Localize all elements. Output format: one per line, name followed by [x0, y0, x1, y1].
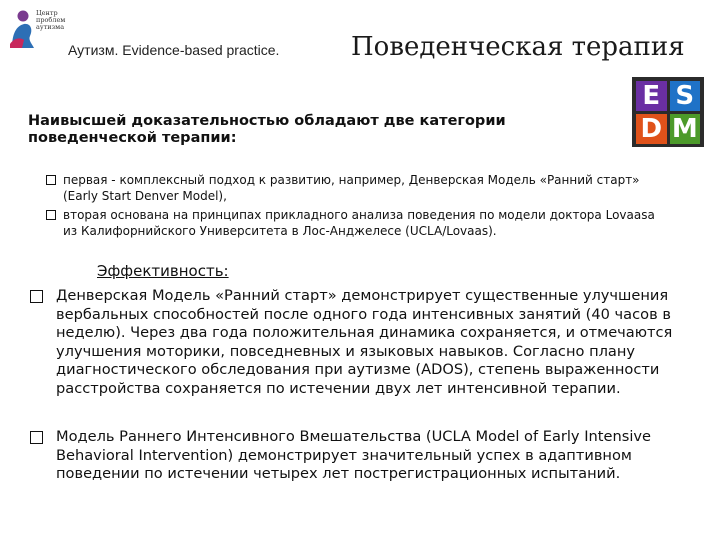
category-item-1: первая - комплексный подход к развитию, например, Денверская Модель «Ранний старт» (Early Start Denver Model), — [63, 173, 640, 203]
category-item-2: вторая основана на принципах прикладного анализа поведения по модели доктора Lovaasa из Калифорнийского Университета в Лос-Анджелесе (UCLA/Lovaas). — [63, 208, 655, 238]
checkbox-bullet-icon — [30, 290, 43, 303]
effectiveness-item-1: Денверская Модель «Ранний старт» демонстрирует существенные улучшения вербальных способностей после одного года интенсивных занятий (40 часов в неделю). Через два года положительная динамика сохраняется, и отмечаются улучшения моторики, повседневных и языковых навыков. Согласно плану диагностического обследования при аутизме (ADOS), степень выраженности расстройства сохраняется по истечении двух лет интенсивной терапии. — [56, 287, 673, 397]
effectiveness-title: Эффективность: — [97, 262, 229, 280]
checkbox-bullet-icon — [46, 210, 56, 220]
esdm-letter-e: E — [636, 81, 667, 111]
checkbox-bullet-icon — [30, 431, 43, 444]
intro-text: Наивысшей доказательностью обладают две категории поведенческой терапии: — [28, 113, 506, 146]
esdm-logo — [632, 77, 704, 147]
esdm-letter-d: D — [636, 114, 667, 144]
esdm-letter-s: S — [670, 81, 701, 111]
logo-text: Центр проблем аутизма — [36, 9, 66, 31]
header-prefix: Аутизм. Evidence-based practice. — [68, 42, 280, 58]
effectiveness-item-2: Модель Раннего Интенсивного Вмешательства (UCLA Model of Early Intensive Behavioral Intervention) демонстрирует значительный успех в адаптивном поведении по истечении четырех лет пострегистрационных испытаний. — [56, 428, 651, 482]
page-title: Поведенческая терапия — [351, 32, 685, 62]
checkbox-bullet-icon — [46, 175, 56, 185]
esdm-letter-m: M — [670, 114, 701, 144]
child-figure-icon — [6, 4, 36, 52]
center-logo — [6, 4, 66, 52]
